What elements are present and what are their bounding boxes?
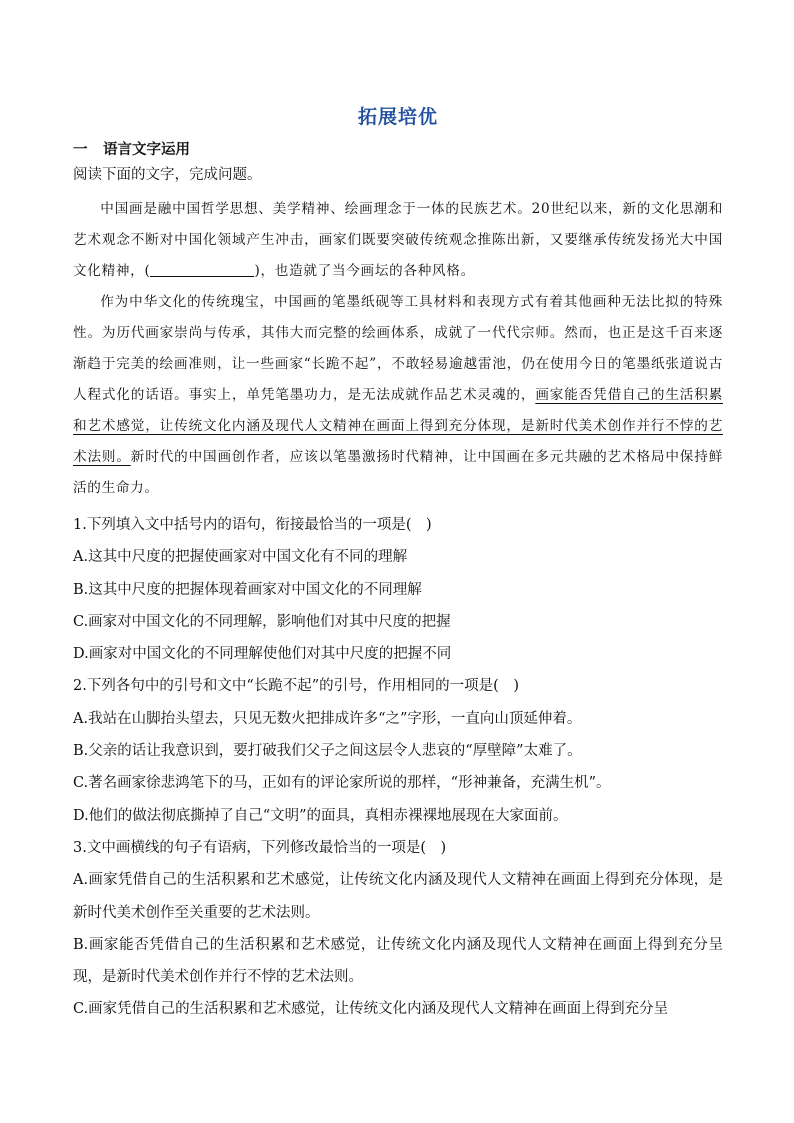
option: B.画家能否凭借自己的生活积累和艺术感觉，让传统文化内涵及现代人文精神在画面上得到充分呈现，是新时代美术创作并行不悖的艺术法则。 [73, 936, 723, 986]
question-stem: 1.下列填入文中括号内的语句，衔接最恰当的一项是( ) [73, 517, 432, 533]
passage-paragraph-1 [73, 194, 723, 287]
section-heading [73, 138, 190, 159]
answer-blank [150, 262, 254, 277]
question-stem: 2.下列各句中的引号和文中“长跪不起”的引号，作用相同的一项是( ) [73, 678, 519, 695]
passage-text: 作为中华文化的传统瑰宝，中国画的笔墨纸砚等工具材料和表现方式有着其他画种无法比拟的特殊性。为历代画家崇尚与传承，其伟大而完整的绘画体系，成就了一代代宗师。然而，也正是这千百来逐渐趋于完美的绘画准则，让一些画家“长跪不起”，不敢轻易逾越雷池，仍在使用今日的笔墨纸张道说古人程式化的话语。事实上，单凭笔墨功力，是无法成就作品艺术灵魂的， [73, 294, 723, 403]
option: B.父亲的话让我意识到，要打破我们父子之间这层令人悲哀的“厚壁障”太难了。 [73, 743, 582, 760]
passage-text: 新时代的中国画创作者，应该以笔墨激扬时代精神，让中国画在多元共融的艺术格局中保持鲜活的生命力。 [73, 449, 723, 496]
option: A.这其中尺度的把握使画家对中国文化有不同的理解 [73, 549, 408, 566]
instructions: 阅读下面的文字，完成问题。 [73, 167, 262, 183]
option: C.著名画家徐悲鸿笔下的马，正如有的评论家所说的那样，“形神兼备，充满生机”。 [73, 775, 611, 792]
passage-text: )，也造就了当今画坛的各种风格。 [254, 263, 475, 279]
option: D.他们的做法彻底撕掉了自己“文明”的面具，真相赤裸裸地展现在大家面前。 [73, 807, 568, 824]
page-title: 拓展培优 [357, 106, 438, 128]
option: B.这其中尺度的把握体现着画家对中国文化的不同理解 [73, 581, 422, 598]
reading-passage [73, 194, 723, 504]
section-label: 语言文字运用 [103, 142, 190, 158]
passage-paragraph-2 [73, 287, 723, 504]
option: C.画家凭借自己的生活积累和艺术感觉，让传统文化内涵及现代人文精神在画面上得到充分呈 [73, 1001, 669, 1018]
underlined-sentence: 画家能否凭借自己的生活积累和艺术感觉，让传统文化内涵及现代人文精神在画面上得到充分体现，是新时代美术创作并行不悖的艺术法则。 [73, 387, 723, 465]
question-list [73, 509, 723, 1026]
option: A.我站在山脚抬头望去，只见无数火把排成许多“之”字形，一直向山顶延伸着。 [73, 710, 582, 727]
section-number: 一 [73, 142, 88, 158]
question-stem: 3.文中画横线的句子有语病，下列修改最恰当的一项是( ) [73, 839, 447, 856]
passage-text: 中国画是融中国哲学思想、美学精神、绘画理念于一体的民族艺术。20世纪以来，新的文化思潮和艺术观念不断对中国化领域产生冲击，画家们既要突破传统观念推陈出新，又要继承传统发扬光大中国文化精神，( [73, 201, 723, 279]
option: C.画家对中国文化的不同理解，影响他们对其中尺度的把握 [73, 613, 451, 630]
option: D.画家对中国文化的不同理解使他们对其中尺度的把握不同 [73, 646, 452, 663]
option: A.画家凭借自己的生活积累和艺术感觉，让传统文化内涵及现代人文精神在画面上得到充分体现，是新时代美术创作至关重要的艺术法则。 [73, 872, 723, 921]
